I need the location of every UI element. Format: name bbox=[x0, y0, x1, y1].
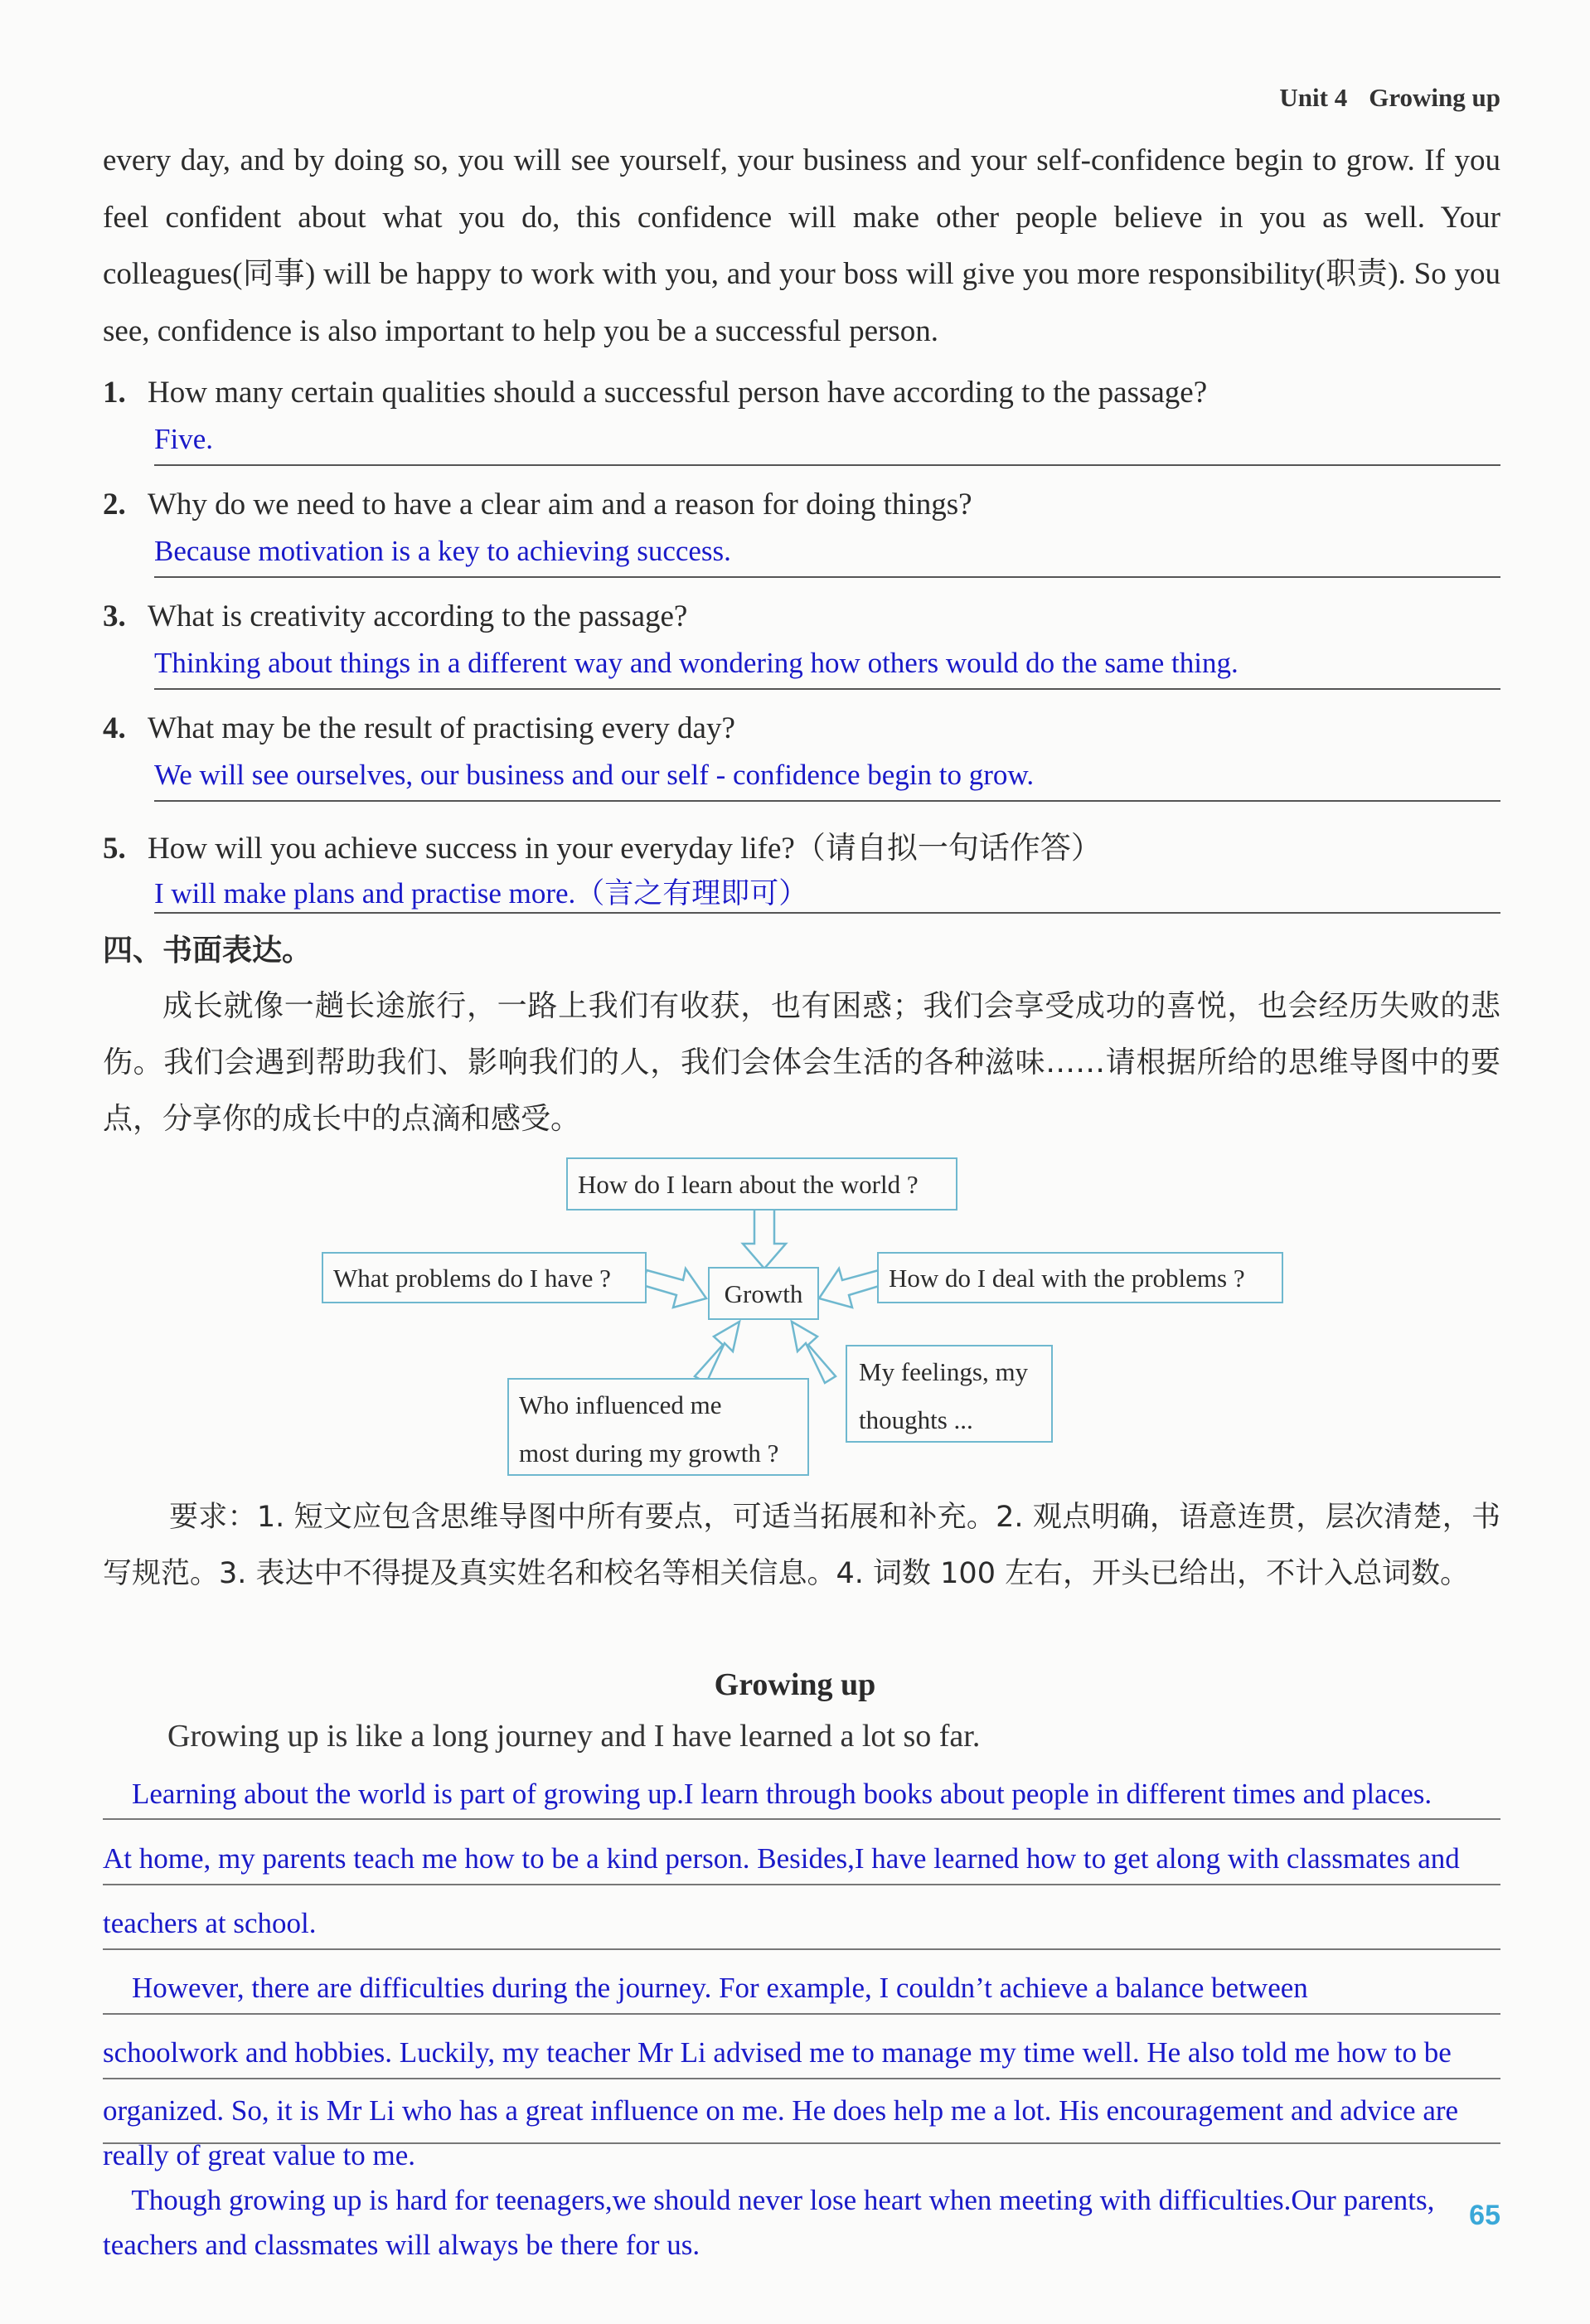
node-label-line: My feelings, my bbox=[859, 1357, 1029, 1386]
writing-rule bbox=[103, 1948, 1500, 1950]
answer-text: Thinking about things in a different way and wondering how others would do the same thing. bbox=[154, 647, 1239, 679]
essay-line: Though growing up is hard for teenagers,we should never lose heart when meeting with difficulties.Our parents, bbox=[103, 2184, 1435, 2216]
question-number: 5. bbox=[103, 832, 126, 866]
unit-label: Unit 4 bbox=[1279, 83, 1348, 112]
mindmap-top-node bbox=[566, 1157, 957, 1211]
answer-text: I will make plans and practise more.（言之有理即可） bbox=[154, 877, 808, 910]
passage-text: every day, and by doing so, you will see yourself, your business and your self-confidence begin to grow. If you feel confident about what you do, this confidence will make other people believe in you as well. Your colleagues(同事) will be happy to work with you, and your boss will give you more responsibility(职责). So you see, confidence is also important to help you be a successful person. bbox=[103, 143, 1500, 348]
node-label: Growth bbox=[724, 1279, 803, 1308]
node-label-line: thoughts ... bbox=[859, 1405, 973, 1434]
node-label: How do I deal with the problems ? bbox=[889, 1264, 1245, 1293]
question-prompt: What is creativity according to the passage? bbox=[148, 599, 688, 633]
essay-line: However, there are difficulties during the journey. For example, I couldn’t achieve a balance between bbox=[103, 1972, 1308, 2004]
mindmap-bottom-right-node bbox=[846, 1345, 1053, 1443]
unit-title: Growing up bbox=[1369, 83, 1500, 112]
writing-rule bbox=[103, 2013, 1500, 2015]
writing-prompt: 成长就像一趟长途旅行，一路上我们有收获，也有困惑；我们会享受成功的喜悦，也会经历失败的悲伤。我们会遇到帮助我们、影响我们的人，我们会体会生活的各种滋味……请根据所给的思维导图中的要点，分享你的成长中的点滴和感受。 bbox=[103, 989, 1500, 1136]
writing-rule bbox=[103, 1818, 1500, 1820]
writing-rule bbox=[103, 2078, 1500, 2079]
question-number: 1. bbox=[103, 376, 126, 410]
essay-line: teachers at school. bbox=[103, 1907, 317, 1939]
essay-line: Learning about the world is part of growing up.I learn through books about people in different times and places. bbox=[103, 1778, 1432, 1810]
writing-requirements: 要求：1. 短文应包含思维导图中所有要点，可适当拓展和补充。2. 观点明确，语意连贯，层次清楚，书写规范。3. 表达中不得提及真实姓名和校名等相关信息。4. 词数 100 左右，开头已给出，不计入总词数。 bbox=[103, 1501, 1500, 1590]
mindmap-left-node bbox=[322, 1252, 647, 1303]
arrow-up-left-icon bbox=[792, 1322, 836, 1383]
question-number: 2. bbox=[103, 488, 126, 522]
question-prompt: How many certain qualities should a successful person have according to the passage? bbox=[148, 376, 1208, 410]
arrow-down-icon bbox=[743, 1208, 786, 1269]
essay-line: schoolwork and hobbies. Luckily, my teacher Mr Li advised me to manage my time well. He also told me how to be bbox=[103, 2036, 1452, 2069]
answer-text: Because motivation is a key to achieving success. bbox=[154, 535, 731, 567]
essay-line: At home, my parents teach me how to be a kind person. Besides,I have learned how to get along with classmates and bbox=[103, 1842, 1460, 1875]
node-label: What problems do I have ? bbox=[333, 1264, 611, 1293]
question-number: 3. bbox=[103, 599, 126, 633]
mindmap-right-node bbox=[877, 1252, 1283, 1303]
essay-line: teachers and classmates will always be there for us. bbox=[103, 2229, 700, 2261]
mindmap-bottom-left-node bbox=[507, 1378, 809, 1476]
node-label: How do I learn about the world ? bbox=[578, 1170, 919, 1199]
node-label-line: Who influenced me bbox=[519, 1390, 722, 1419]
essay-intro: Growing up is like a long journey and I have learned a lot so far. bbox=[167, 1719, 981, 1754]
essay-line: organized. So, it is Mr Li who has a great influence on me. He does help me a lot. His encouragement and advice are bbox=[103, 2094, 1459, 2127]
writing-rule bbox=[103, 1884, 1500, 1885]
question-prompt: Why do we need to have a clear aim and a reason for doing things? bbox=[148, 488, 972, 522]
mindmap-center-node bbox=[708, 1267, 819, 1320]
page-number: 65 bbox=[1469, 2200, 1500, 2231]
arrow-left-icon bbox=[819, 1269, 882, 1308]
node-label-line: most during my growth ? bbox=[519, 1439, 779, 1468]
question-number: 4. bbox=[103, 711, 126, 745]
answer-text: Five. bbox=[154, 423, 213, 455]
answer-text: We will see ourselves, our business and our self - confidence begin to grow. bbox=[154, 759, 1035, 791]
question-prompt: How will you achieve success in your everyday life?（请自拟一句话作答） bbox=[148, 832, 1102, 866]
essay-title: Growing up bbox=[714, 1667, 876, 1702]
arrow-up-right-icon bbox=[695, 1322, 739, 1383]
arrow-right-icon bbox=[642, 1269, 706, 1308]
section-title: 四、书面表达。 bbox=[103, 934, 313, 968]
essay-line: really of great value to me. bbox=[103, 2139, 416, 2171]
question-prompt: What may be the result of practising every day? bbox=[148, 711, 735, 745]
